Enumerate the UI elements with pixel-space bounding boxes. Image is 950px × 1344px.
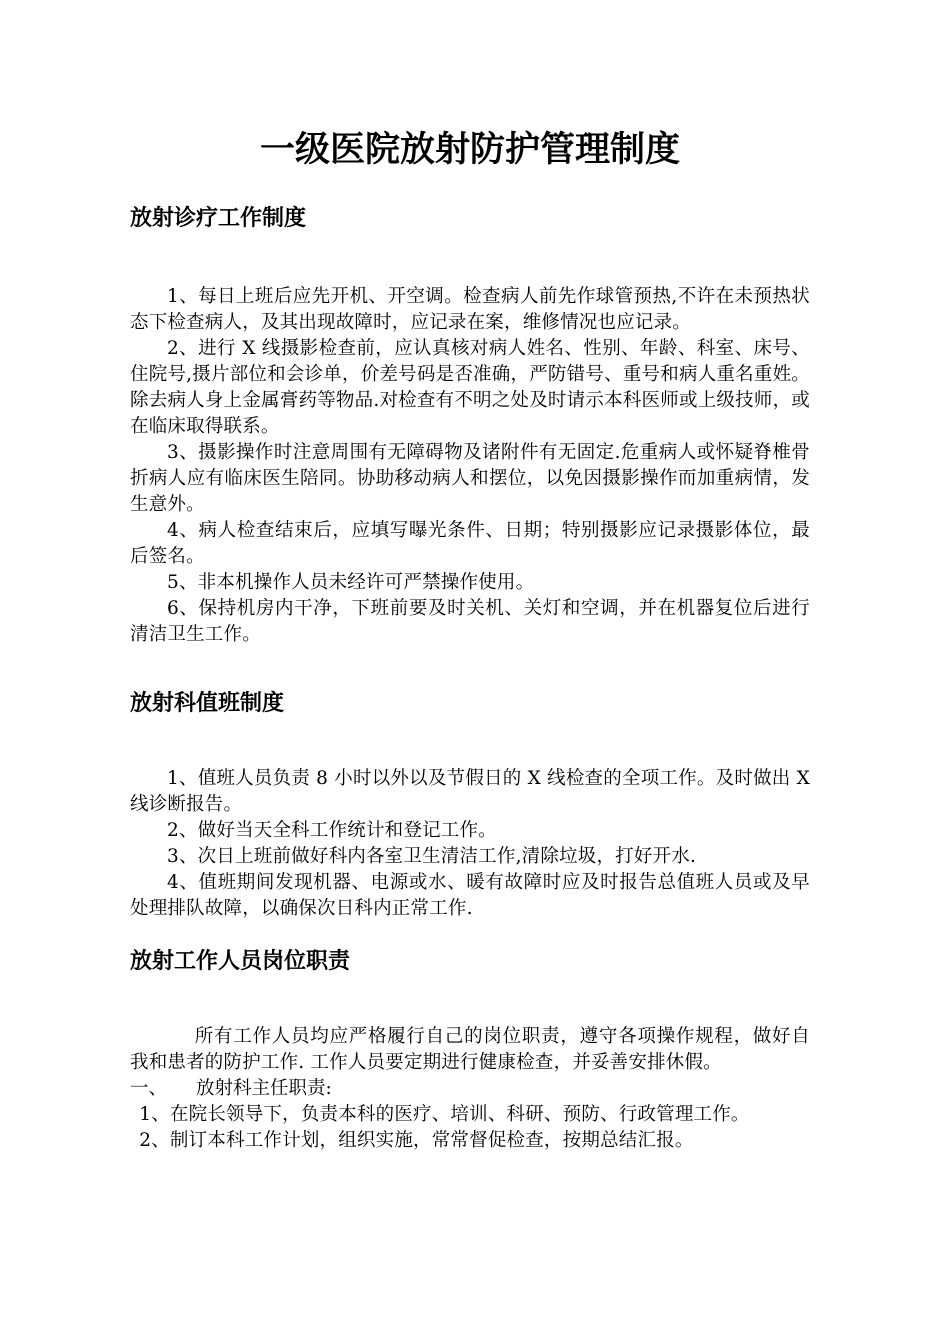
section-heading-staff-duties: 放射工作人员岗位职责 xyxy=(130,949,351,974)
subsection-heading xyxy=(130,1076,810,1102)
paragraph: 1、每日上班后应先开机、开空调。检查病人前先作球管预热,不许在未预热状态下检查病人，及其出现故障时，应记录在案，维修情况也应记录。 xyxy=(130,286,810,333)
section-body-duty-rules xyxy=(130,766,810,922)
list-item: 2、制订本科工作计划，组织实施，常常督促检查，按期总结汇报。 xyxy=(139,1130,694,1151)
paragraph: 2、进行 X 线摄影检查前，应认真核对病人姓名、性别、年龄、科室、床号、住院号,摄片部位和会诊单，价差号码是否准确，严防错号、重号和病人重名重姓。除去病人身上金属膏药等物品.对检查有不明之处及时请示本科医师或上级技师，或在临床取得联系。 xyxy=(130,338,810,437)
subsection-label: 放射科主任职责: xyxy=(196,1078,332,1099)
paragraph: 3、次日上班前做好科内各室卫生清洁工作,清除垃圾，打好开水. xyxy=(167,846,697,867)
list-item: 1、在院长领导下，负责本科的医疗、培训、科研、预防、行政管理工作。 xyxy=(139,1104,750,1125)
paragraph: 3、摄影操作时注意周围有无障碍物及诸附件有无固定.危重病人或怀疑脊椎骨折病人应有临床医生陪同。协助移动病人和摆位，以免因摄影操作而加重病情，发生意外。 xyxy=(130,442,810,515)
intro-paragraph: 所有工作人员均应严格履行自己的岗位职责，遵守各项操作规程，做好自我和患者的防护工作. 工作人员要定期进行健康检查，并妥善安排休假。 xyxy=(130,1026,810,1073)
section-heading-diagnosis-rules: 放射诊疗工作制度 xyxy=(130,206,307,231)
paragraph: 1、值班人员负责 8 小时以外以及节假日的 X 线检查的全项工作。及时做出 X 线诊断报告。 xyxy=(130,768,810,815)
paragraph: 4、病人检查结束后，应填写曝光条件、日期；特别摄影应记录摄影体位，最后签名。 xyxy=(130,520,810,567)
document-title: 一级医院放射防护管理制度 xyxy=(259,130,680,170)
paragraph: 4、值班期间发现机器、电源或水、暖有故障时应及时报告总值班人员或及早处理排队故障，以确保次日科内正常工作. xyxy=(130,872,810,919)
section-body-diagnosis-rules xyxy=(130,284,810,648)
section-heading-duty-rules: 放射科值班制度 xyxy=(130,691,285,716)
paragraph: 5、非本机操作人员未经许可严禁操作使用。 xyxy=(167,572,535,593)
subsection-number: 一、 xyxy=(130,1078,168,1099)
paragraph: 6、保持机房内干净，下班前要及时关机、关灯和空调，并在机器复位后进行清洁卫生工作。 xyxy=(130,598,810,645)
paragraph: 2、做好当天全科工作统计和登记工作。 xyxy=(167,820,497,841)
section-body-staff-duties xyxy=(130,1024,810,1154)
